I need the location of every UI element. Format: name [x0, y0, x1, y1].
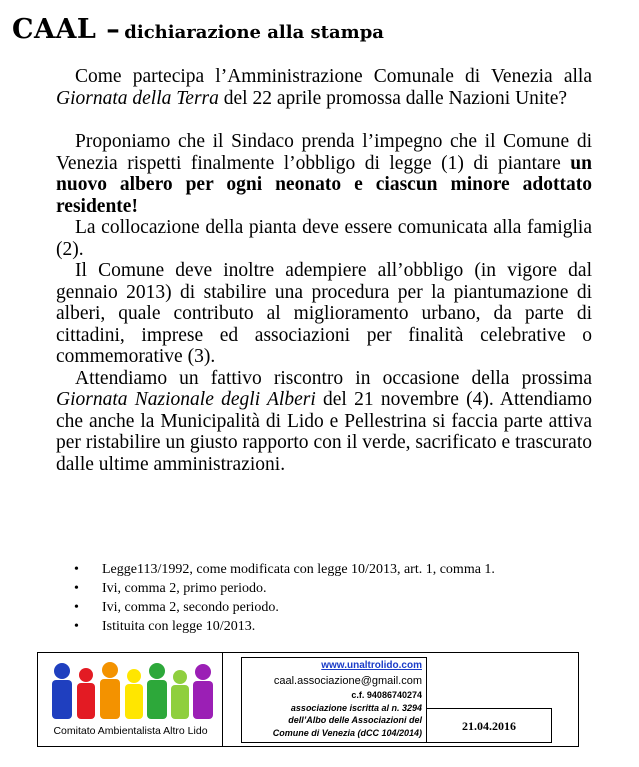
document-date: 21.04.2016: [427, 708, 552, 743]
paragraph-earth-day: [56, 66, 592, 109]
paragraph-text: Attendiamo un fattivo riscontro in occasione della prossima: [75, 367, 592, 389]
footnote-item: [74, 617, 495, 636]
footnote-text: Ivi, comma 2, secondo periodo.: [102, 600, 279, 615]
logo-figure-yellow: [125, 669, 143, 719]
footnote-item: [74, 598, 495, 617]
logo-figure-lightgreen: [171, 670, 189, 719]
logo-figure-blue: [52, 663, 72, 719]
paragraph-procedure: Il Comune deve inoltre adempiere all’obbligo (in vigore dal gennaio 2013) di stabilire una procedura per la piantumazione di alberi, quale contributo al miglioramento urbano, da parte di cittadini, imprese ed associazioni per finalità celebrative o commemorative (3).: [56, 260, 592, 367]
people-logo-icon: [48, 659, 216, 719]
earth-day-emphasis: Giornata della Terra: [56, 87, 219, 109]
registration-line: Comune di Venezia (dCC 104/2014): [272, 727, 422, 738]
bullet-icon: •: [74, 619, 79, 634]
paragraph-text: del 22 aprile promossa dalle Nazioni Unite?: [218, 87, 568, 109]
tree-day-emphasis: Giornata Nazionale degli Alberi: [56, 389, 316, 410]
logo-cell: [38, 653, 223, 746]
paragraph-text: del 21 novembre (4). Attendiamo che anche la Municipalità di Lido e Pellestrina si faccia parte attiva per ristabilire un giusto rapporto con il verde, sacrificato e trascurato dalle ultime amministrazioni.: [56, 389, 592, 475]
logo-figure-purple: [193, 664, 213, 719]
document-subtitle: dichiarazione alla stampa: [124, 22, 384, 43]
statement-body: [56, 66, 592, 475]
tax-code: c.f. 94086740274: [351, 690, 422, 700]
paragraph-proposal: [56, 131, 592, 217]
press-release-header: [12, 14, 384, 45]
paragraph-tree-day: [56, 368, 592, 476]
logo-figure-orange: [100, 662, 120, 719]
registration-line: associazione iscritta al n. 3294: [290, 702, 422, 713]
bullet-icon: •: [74, 581, 79, 596]
logo-figure-green: [147, 663, 167, 719]
paragraph-family: La collocazione della pianta deve essere comunicata alla famiglia (2).: [56, 217, 592, 260]
footnote-text: Istituita con legge 10/2013.: [102, 619, 256, 634]
website-link[interactable]: www.unaltrolido.com: [321, 660, 422, 671]
bullet-icon: •: [74, 600, 79, 615]
paragraph-text: Come partecipa l’Amministrazione Comunale di Venezia alla: [75, 66, 592, 87]
contact-info: [241, 657, 427, 743]
footnote-item: [74, 579, 495, 598]
tree-proposal-emphasis: un nuovo albero per ogni neonato e ciascun minore adottato residente!: [56, 152, 592, 217]
bullet-icon: •: [74, 562, 79, 577]
footnotes-list: [74, 560, 495, 636]
footer-box: [37, 652, 579, 747]
registration-line: dell’Albo delle Associazioni del: [288, 715, 422, 725]
paragraph-text: Proponiamo che il Sindaco prenda l’impegno che il Comune di Venezia rispetti finalmente l’obbligo di legge (1) di piantare: [56, 131, 592, 174]
footnote-text: Legge113/1992, come modificata con legge 10/2013, art. 1, comma 1.: [102, 562, 495, 577]
footnote-item: [74, 560, 495, 579]
logo-figure-red: [77, 668, 95, 719]
logo-caption: Comitato Ambientalista Altro Lido: [53, 725, 208, 737]
organization-title: CAAL –: [12, 14, 121, 45]
footnote-text: Ivi, comma 2, primo periodo.: [102, 581, 267, 596]
email-address: caal.associazione@gmail.com: [273, 674, 422, 687]
